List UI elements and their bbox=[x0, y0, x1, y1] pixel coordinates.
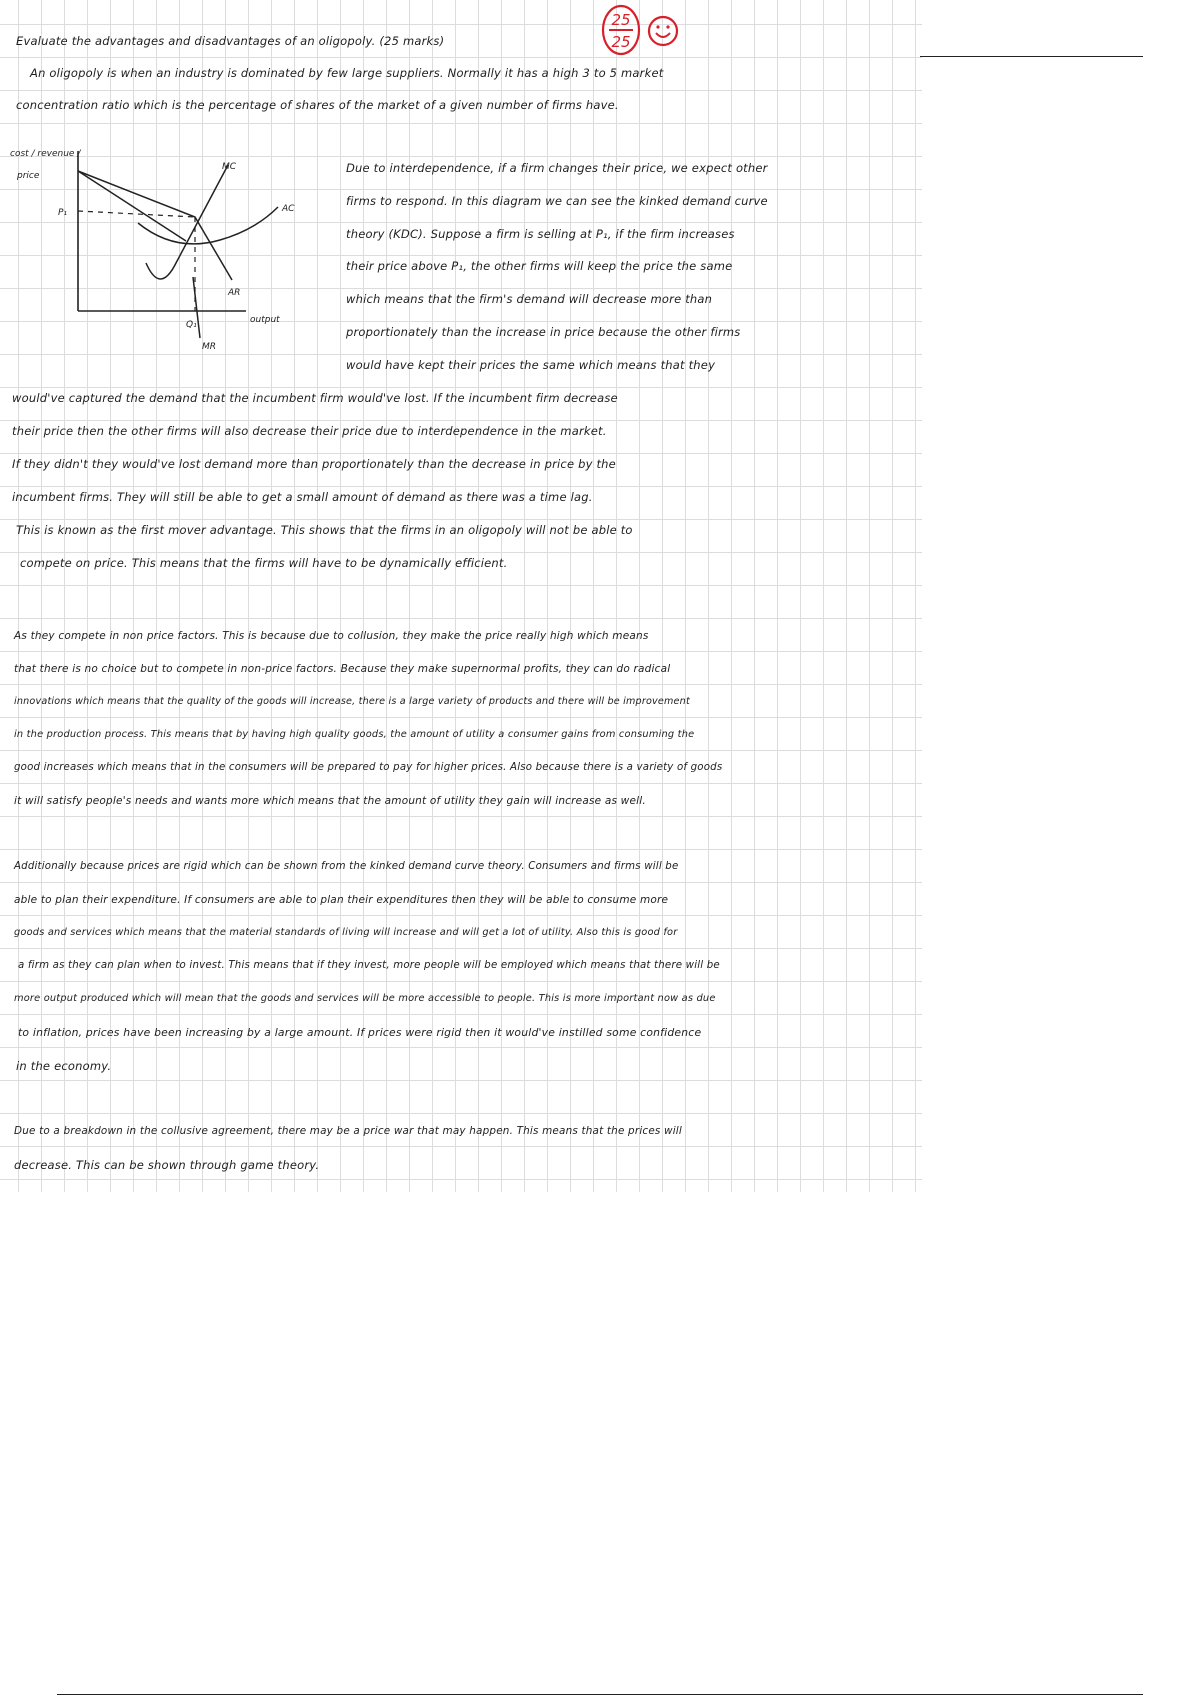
text-line: to inflation, prices have been increasing by a large amount. If prices were rigid then it would've instilled some confidence bbox=[18, 1026, 702, 1039]
mc-curve bbox=[146, 165, 228, 279]
x-axis-label: output bbox=[250, 315, 280, 325]
text-line: good increases which means that in the consumers will be prepared to pay for higher prices. Also because there is a variety of goods bbox=[14, 762, 723, 773]
footer-rule bbox=[57, 1694, 1143, 1695]
mr-curve bbox=[78, 171, 200, 338]
kinked-demand-curve-diagram bbox=[0, 145, 330, 380]
mc-label: MC bbox=[222, 162, 237, 172]
text-line: in the economy. bbox=[16, 1059, 112, 1073]
text-line: able to plan their expenditure. If consumers are able to plan their expenditures then they will be able to consume more bbox=[14, 894, 669, 906]
text-line: would have kept their prices the same which means that they bbox=[346, 358, 716, 372]
text-line: their price above P₁, the other firms will keep the price the same bbox=[346, 259, 733, 273]
header-rule bbox=[920, 56, 1143, 57]
text-line: decrease. This can be shown through game theory. bbox=[14, 1158, 320, 1172]
q1-label: Q₁ bbox=[186, 320, 197, 330]
text-line: This is known as the first mover advantage. This shows that the firms in an oligopoly will not be able to bbox=[16, 523, 633, 537]
text-line: which means that the firm's demand will decrease more than bbox=[346, 292, 713, 306]
p1-dashed-line bbox=[78, 211, 195, 217]
text-line: An oligopoly is when an industry is dominated by few large suppliers. Normally it has a high 3 to 5 market bbox=[30, 66, 664, 80]
text-line: Due to a breakdown in the collusive agreement, there may be a price war that may happen. This means that the prices will bbox=[14, 1125, 682, 1137]
score-total: 25 bbox=[611, 33, 631, 51]
text-line: concentration ratio which is the percentage of shares of the market of a given number of firms have. bbox=[16, 98, 619, 112]
text-line: would've captured the demand that the incumbent firm would've lost. If the incumbent firm decrease bbox=[12, 391, 618, 405]
text-line: innovations which means that the quality of the goods will increase, there is a large variety of products and there will be improvement bbox=[14, 696, 690, 707]
text-line: their price then the other firms will also decrease their price due to interdependence in the market. bbox=[12, 424, 607, 438]
score-mark bbox=[600, 3, 642, 57]
text-line: incumbent firms. They will still be able to get a small amount of demand as there was a time lag. bbox=[12, 490, 593, 504]
mr-label: MR bbox=[202, 342, 217, 352]
text-line: proportionately than the increase in price because the other firms bbox=[346, 325, 741, 339]
text-line: a firm as they can plan when to invest. This means that if they invest, more people will be employed which means that there will be bbox=[18, 960, 720, 971]
text-line: compete on price. This means that the firms will have to be dynamically efficient. bbox=[20, 556, 508, 570]
text-line: If they didn't they would've lost demand more than proportionately than the decrease in price by the bbox=[12, 457, 616, 471]
ar-label: AR bbox=[228, 288, 241, 298]
text-line: As they compete in non price factors. This is because due to collusion, they make the price really high which means bbox=[14, 630, 649, 642]
ac-label: AC bbox=[282, 204, 295, 214]
question-title: Evaluate the advantages and disadvantages of an oligopoly. (25 marks) bbox=[16, 34, 445, 48]
text-line: it will satisfy people's needs and wants more which means that the amount of utility they gain will increase as well. bbox=[14, 795, 646, 807]
score-awarded: 25 bbox=[611, 11, 631, 29]
text-line: Additionally because prices are rigid which can be shown from the kinked demand curve theory. Consumers and firms will be bbox=[14, 861, 679, 872]
text-line: firms to respond. In this diagram we can see the kinked demand curve bbox=[346, 194, 768, 208]
text-line: more output produced which will mean that the goods and services will be more accessible to people. This is more important now as due bbox=[14, 993, 716, 1004]
ar-curve bbox=[78, 171, 232, 280]
text-line: goods and services which means that the material standards of living will increase and will get a lot of utility. Also this is good for bbox=[14, 927, 678, 938]
text-line: in the production process. This means that by having high quality goods, the amount of utility a consumer gains from consuming the bbox=[14, 729, 695, 740]
p1-label: P₁ bbox=[58, 208, 68, 218]
text-line: that there is no choice but to compete in non-price factors. Because they make supernormal profits, they can do radical bbox=[14, 663, 671, 675]
y-axis-label-line1: cost / revenue / bbox=[10, 149, 81, 159]
text-line: Due to interdependence, if a firm changes their price, we expect other bbox=[346, 161, 768, 175]
text-line: theory (KDC). Suppose a firm is selling at P₁, if the firm increases bbox=[346, 227, 735, 241]
smiley-face-icon bbox=[646, 14, 680, 48]
y-axis-label-line2: price bbox=[17, 171, 40, 181]
